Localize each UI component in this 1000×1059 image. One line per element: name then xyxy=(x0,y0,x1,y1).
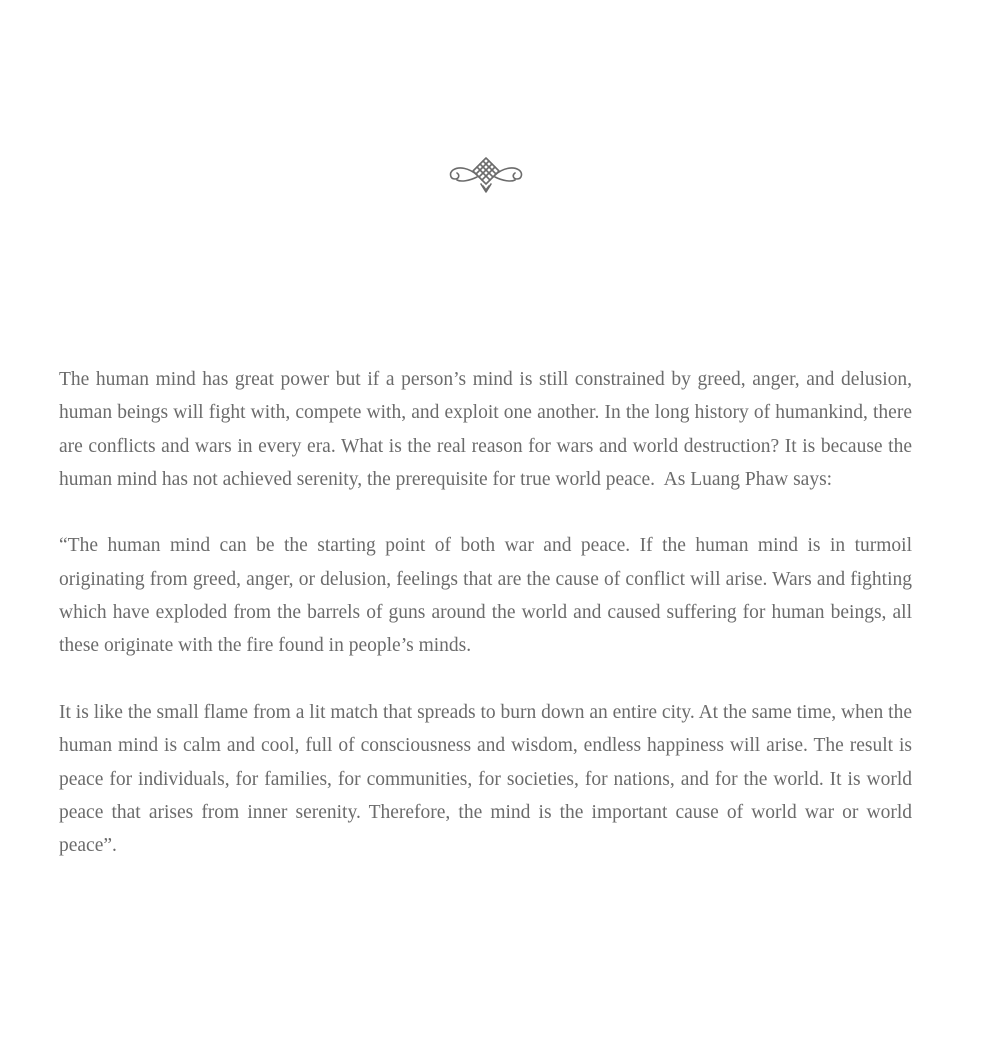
paragraph-intro: The human mind has great power but if a person’s mind is still constrained by greed, anger, and delusion, human beings will fight with, compete with, and exploit one another. In the long history of humankind, there are conflicts and wars in every era. What is the real reason for wars and world destruction? It is because the human mind has not achieved serenity, the prerequisite for true world peace. As Luang Phaw says: xyxy=(59,369,917,490)
body-text xyxy=(59,363,917,862)
paragraph-quote-end: It is like the small flame from a lit match that spreads to burn down an entire city. At the same time, when the human mind is calm and cool, full of consciousness and wisdom, endless happiness will arise. The result is peace for individuals, for families, for communities, for societies, for nations, and for the world. It is world peace that arises from inner serenity. Therefore, the mind is the important cause of world war or world peace”. xyxy=(59,701,917,857)
endless-knot-flourish-icon xyxy=(447,154,525,196)
paragraph-quote-start: “The human mind can be the starting point of both war and peace. If the human mind is in turmoil originating from greed, anger, or delusion, feelings that are the cause of conflict will arise. Wars and fighting which have exploded from the barrels of guns around the world and caused suffering for human beings, all these originate with the fire found in people’s minds. xyxy=(59,535,917,657)
